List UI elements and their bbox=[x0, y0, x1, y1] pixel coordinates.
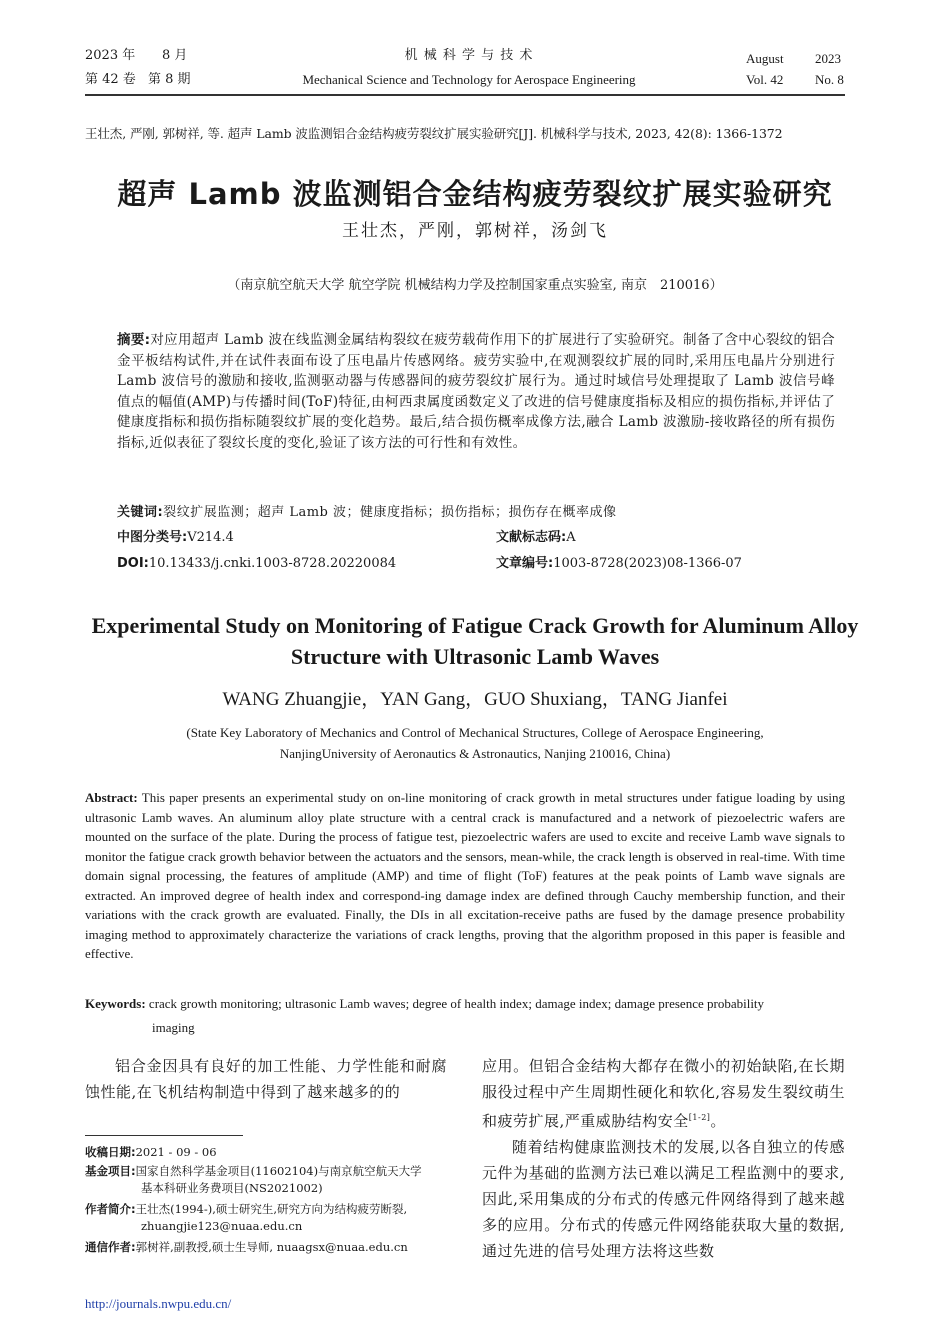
affiliation-cn: （南京航空航天大学 航空学院 机械结构力学及控制国家重点实验室, 南京 210016） bbox=[227, 278, 723, 293]
footnote-received bbox=[85, 1144, 455, 1161]
header-journal-cn: 机 械 科 学 与 技 术 bbox=[404, 48, 534, 63]
header-no-en: No. 8 bbox=[815, 72, 844, 87]
header-year-en: 2023 bbox=[815, 51, 841, 66]
footer-url-link[interactable]: http://journals.nwpu.edu.cn/ bbox=[85, 1296, 232, 1311]
authors-en: WANG Zhuangjie，YAN Gang，GUO Shuxiang，TANG Jianfei bbox=[222, 689, 728, 710]
header-journal-en: Mechanical Science and Technology for Aerospace Engineering bbox=[302, 72, 636, 87]
doi bbox=[117, 553, 396, 574]
article-number bbox=[496, 553, 742, 574]
reference-marker: [1-2] bbox=[688, 1113, 711, 1122]
body-right-para1 bbox=[482, 1053, 845, 1134]
doi-label: DOI: bbox=[117, 556, 149, 571]
footnote-rule bbox=[85, 1135, 243, 1136]
body-left-paragraph: 铝合金因具有良好的加工性能、力学性能和耐腐蚀性能,在飞机结构制造中得到了越来越多的的 bbox=[85, 1057, 447, 1101]
keywords-en-label: Keywords: bbox=[85, 996, 146, 1011]
abstract-cn-label: 摘要: bbox=[117, 332, 151, 348]
doc-code-label: 文献标志码: bbox=[496, 530, 567, 545]
corr-label: 通信作者: bbox=[85, 1240, 136, 1254]
received-value: 2021 - 09 - 06 bbox=[135, 1145, 217, 1159]
fund-value-line2: 基本科研业务费项目(NS2021002) bbox=[141, 1181, 323, 1195]
fund-label: 基金项目: bbox=[85, 1164, 136, 1178]
header-issue-cn: 第 8 期 bbox=[148, 72, 191, 87]
body-right-para2: 随着结构健康监测技术的发展,以各自独立的传感元件为基础的监测方法已难以满足工程监测中的要求,因此,采用集成的分布式的传感元件网络得到了越来越多的应用。分布式的传感元件网络能获取大量的数据,通过先进的信号处理方法将这些数 bbox=[482, 1138, 845, 1260]
author-label: 作者简介: bbox=[85, 1202, 136, 1216]
affiliation-en-line2: NanjingUniversity of Aeronautics & Astronautics, Nanjing 210016, China) bbox=[279, 746, 671, 761]
clc-label: 中图分类号: bbox=[117, 530, 188, 545]
citation-line: 王壮杰, 严刚, 郭树祥, 等. 超声 Lamb 波监测铝合金结构疲劳裂纹扩展实验研究[J]. 机械科学与技术, 2023, 42(8): 1366-1372 bbox=[85, 126, 783, 141]
abstract-en-label: Abstract: bbox=[85, 790, 138, 805]
affiliation-en bbox=[100, 722, 850, 764]
keywords-en-line1: crack growth monitoring; ultrasonic Lamb waves; degree of health index; damage index; damage presence probability bbox=[148, 996, 765, 1011]
footnote-fund bbox=[85, 1163, 455, 1180]
abstract-en bbox=[85, 788, 845, 964]
document-code bbox=[496, 527, 576, 548]
header-vol-en: Vol. 42 bbox=[746, 72, 784, 87]
keywords-cn-text: 裂纹扩展监测；超声 Lamb 波；健康度指标；损伤指标；损伤存在概率成像 bbox=[163, 505, 617, 520]
abstract-cn-text: 对应用超声 Lamb 波在线监测金属结构裂纹在疲劳载荷作用下的扩展进行了实验研究。制备了含中心裂纹的铝合金平板结构试件,并在试件表面布设了压电晶片传感网络。疲劳实验中,在观测裂纹扩展的同时,采用压电晶片分别进行 Lamb 波信号的激励和接收,监测驱动器与传感器间的疲劳裂纹扩展行为。通过时域信号处理提取了 Lamb 波信号峰值点的幅值(AMP)与传播时间(ToF)特征,由柯西隶属度函数定义了改进的信号健康度指标及相应的损伤指标,并评估了健康度指标和损伤指标随裂纹扩展的变化趋势。最后,结合损伤概率成像方法,融合 Lamb 波激励-接收路径的所有损伤指标,近似表征了裂纹长度的变化,验证了该方法的可行性和有效性。 bbox=[117, 332, 835, 451]
keywords-en-line2: imaging bbox=[152, 1020, 195, 1035]
title-en: Experimental Study on Monitoring of Fatigue Crack Growth for Aluminum Alloy Structure with Ultrasonic Lamb Waves bbox=[91, 613, 859, 669]
header-month-en: August bbox=[746, 51, 784, 66]
affiliation-en-line1: (State Key Laboratory of Mechanics and Control of Mechanical Structures, College of Aerospace Engineering, bbox=[186, 725, 764, 740]
article-no-label: 文章编号: bbox=[496, 556, 554, 571]
corr-value: 郭树祥,副教授,硕士生导师, nuaagsx@nuaa.edu.cn bbox=[135, 1240, 408, 1254]
header-volume-cn: 第 42 卷 bbox=[85, 72, 136, 87]
authors-cn: 王壮杰，严刚，郭树祥，汤剑飞 bbox=[342, 221, 608, 241]
author-value-line2: zhuangjie123@nuaa.edu.cn bbox=[141, 1219, 303, 1233]
clc-number bbox=[117, 527, 234, 548]
doc-code-value: A bbox=[566, 530, 576, 545]
abstract-cn bbox=[117, 330, 835, 453]
title-cn: 超声 Lamb 波监测铝合金结构疲劳裂纹扩展实验研究 bbox=[117, 177, 833, 211]
body-right-para1-end: 。 bbox=[710, 1112, 726, 1130]
header-month-cn: 8 月 bbox=[162, 48, 188, 63]
body-right-column bbox=[482, 1053, 845, 1264]
clc-value: V214.4 bbox=[187, 530, 234, 545]
header-rule bbox=[85, 94, 845, 96]
keywords-cn-label: 关键词: bbox=[117, 505, 164, 520]
footnote-author bbox=[85, 1201, 455, 1218]
received-label: 收稿日期: bbox=[85, 1145, 136, 1159]
header-year-cn: 2023 年 bbox=[85, 48, 136, 63]
footnote-corresponding bbox=[85, 1239, 455, 1256]
keywords-cn bbox=[117, 502, 837, 523]
author-value-line1: 王壮杰(1994-),硕士研究生,研究方向为结构疲劳断裂, bbox=[135, 1202, 408, 1216]
footnotes bbox=[85, 1144, 455, 1256]
fund-value-line1: 国家自然科学基金项目(11602104)与南京航空航天大学 bbox=[135, 1164, 422, 1178]
body-right-para1-text: 应用。但铝合金结构大都存在微小的初始缺陷,在长期服役过程中产生周期性硬化和软化,容易发生裂纹萌生和疲劳扩展,严重威胁结构安全 bbox=[482, 1057, 845, 1130]
article-no-value: 1003-8728(2023)08-1366-07 bbox=[553, 556, 742, 571]
keywords-en bbox=[85, 992, 845, 1040]
doi-value: 10.13433/j.cnki.1003-8728.20220084 bbox=[148, 556, 397, 571]
abstract-en-text: This paper presents an experimental study on on-line monitoring of crack growth in metal structures under fatigue loading by using ultrasonic Lamb waves. An aluminum alloy plate structure with a central crack is manufactured and a network of piezoelectric wafers are mounted on the surface of the plate. During the process of fatigue test, piezoelectric wafers are used to excite and receive Lamb wave signals to monitor the fatigue crack growth behavior between the actuators and the sensors, mean-while, the crack length is observed in real-time. With time domain signal processing, the features of amplitude (AMP) and time of flight (ToF) features at the peak points of Lamb wave signals are extracted. An improved degree of health index and correspond-ing damage index are defined through Cauchy membership function, and their variations with the crack growth are evaluated. Finally, the DIs in all excitation-receive paths are fused by the damage presence probability imaging method to approximately characterize the variations of crack lengths, proving that the algorithm proposed in this paper is feasible and effective. bbox=[85, 790, 845, 961]
